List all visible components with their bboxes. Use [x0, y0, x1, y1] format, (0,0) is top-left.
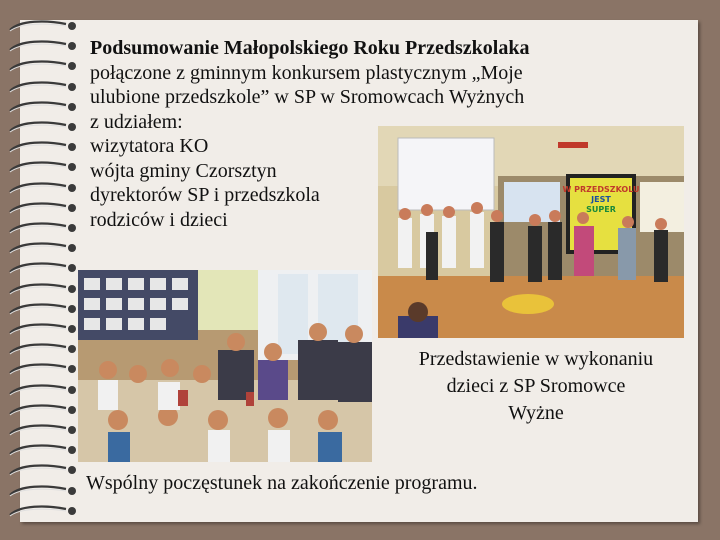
binding-ring — [6, 119, 86, 135]
binding-ring — [6, 301, 86, 317]
binding-ring — [6, 79, 86, 95]
binding-ring — [6, 382, 86, 398]
binding-ring — [6, 462, 86, 478]
intro-line: z udziałem: — [90, 110, 183, 133]
binding-ring — [6, 321, 86, 337]
intro-line: połączone z gminnym konkursem plastycznym „Moje — [90, 61, 523, 84]
binding-ring — [6, 240, 86, 256]
caption-line: dzieci z SP Sromowce — [446, 375, 626, 397]
binding-ring — [6, 180, 86, 196]
guest-line: rodziców i dzieci — [90, 208, 228, 231]
intro-line: ulubione przedszkole” w SP w Sromowcach Wyżnych — [90, 86, 525, 108]
binding-ring — [6, 200, 86, 216]
poster-text: JEST — [591, 195, 611, 204]
binding-ring — [6, 99, 86, 115]
binding-ring — [6, 402, 86, 418]
caption-line: Wyżne — [508, 402, 564, 424]
poster-text: W PRZEDSZKOLU — [562, 185, 640, 194]
binding-ring — [6, 260, 86, 276]
performance-caption — [388, 346, 684, 427]
binding-ring — [6, 442, 86, 458]
binding-ring — [6, 18, 86, 34]
guest-line: wójta gminy Czorsztyn — [90, 159, 277, 182]
guest-line: wizytatora KO — [90, 135, 209, 157]
binding-ring — [6, 58, 86, 74]
poster-text: SUPER — [586, 205, 616, 214]
meal-photo — [78, 270, 372, 462]
spiral-binding — [6, 18, 86, 518]
binding-ring — [6, 422, 86, 438]
meal-caption: Wspólny poczęstunek na zakończenie programu. — [86, 472, 478, 494]
binding-ring — [6, 139, 86, 155]
binding-ring — [6, 220, 86, 236]
binding-ring — [6, 483, 86, 499]
performance-photo — [378, 126, 684, 338]
binding-ring — [6, 281, 86, 297]
binding-ring — [6, 159, 86, 175]
slide-title: Podsumowanie Małopolskiego Roku Przedszkolaka — [90, 37, 530, 59]
binding-ring — [6, 361, 86, 377]
caption-line: Przedstawienie w wykonaniu — [418, 348, 654, 370]
binding-ring — [6, 503, 86, 519]
binding-ring — [6, 341, 86, 357]
binding-ring — [6, 38, 86, 54]
guest-line: dyrektorów SP i przedszkola — [90, 184, 320, 206]
